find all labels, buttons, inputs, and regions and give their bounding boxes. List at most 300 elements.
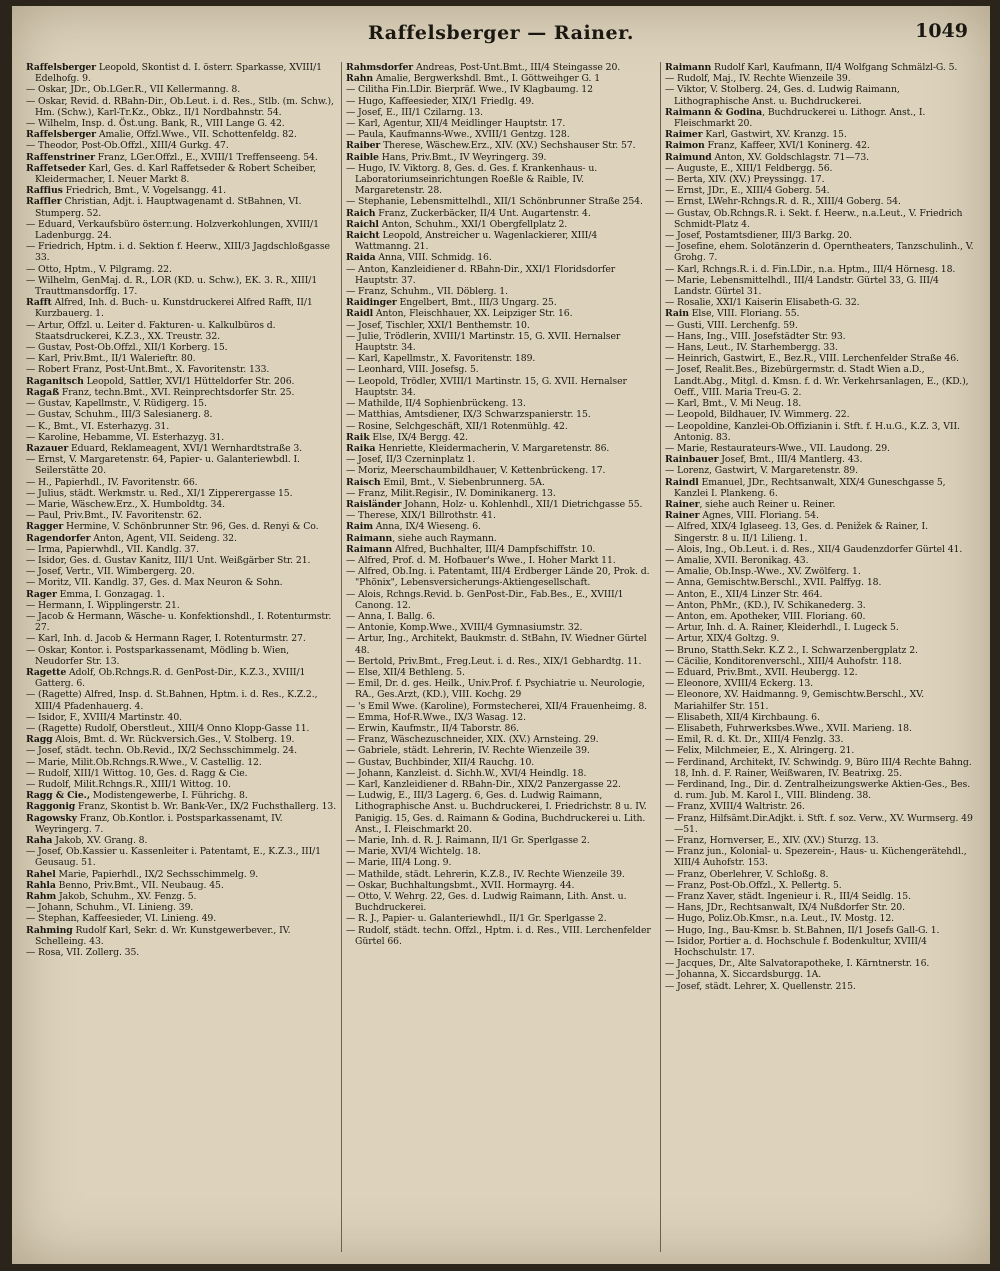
directory-entry [346, 712, 656, 723]
entry-details: — Amalie, XVII. Beronikag. 43. [665, 554, 809, 566]
entry-details: Franz, techn.Bmt., XVI. Reinprechtsdorfer Str. 25. [59, 386, 295, 398]
directory-entry [26, 118, 337, 129]
directory-entry [346, 163, 656, 197]
entry-surname: Raindl [665, 476, 699, 488]
directory-entry [346, 734, 656, 745]
directory-entry [346, 230, 656, 252]
directory-entry [665, 723, 975, 734]
entry-surname: Razauer [26, 442, 69, 454]
entry-details: — Hermann, I. Wipplingerstr. 21. [26, 599, 180, 611]
entry-details: — Gustav, Post-Ob.Offzl., XII/1 Korberg. 15. [26, 342, 228, 354]
directory-entry [665, 902, 975, 913]
directory-entry [346, 331, 656, 353]
directory-entry [346, 790, 656, 835]
directory-entry [665, 981, 975, 992]
directory-entry [665, 342, 975, 353]
entry-details: — Josef, städt. techn. Ob.Revid., IX/2 Sechsschimmelg. 24. [26, 745, 297, 757]
entry-details: — Rudolf, städt. techn. Offzl., Hptm. i. d. Res., VIII. Lerchenfelder Gürtel 66. [346, 924, 651, 947]
directory-entry [26, 689, 337, 711]
directory-entry [26, 779, 337, 790]
directory-entry [346, 297, 656, 308]
entry-surname: Raichl [346, 218, 379, 230]
entry-details: — Otto, V. Wehrg. 22, Ges. d. Ludwig Raimann, Lith. Anst. u. Buchdruckerei. [346, 891, 627, 914]
directory-entry [26, 84, 337, 95]
entry-details: Anna, IX/4 Wieseng. 6. [372, 521, 481, 533]
entry-details: — Ernst, LWehr-Rchngs.R. d. R., XIII/4 Goberg. 54. [665, 196, 901, 208]
directory-entry [346, 913, 656, 924]
entry-surname: Raffler [26, 196, 62, 208]
entry-details: Johann, Holz- u. Kohlenhdl., XII/1 Dietrichgasse 55. [401, 498, 643, 510]
entry-details: — Franz, Post-Ob.Offzl., X. Pellertg. 5. [665, 879, 842, 891]
entry-details: — Erwin, Kaufmstr., II/4 Taborstr. 86. [346, 722, 520, 734]
directory-entry [346, 723, 656, 734]
entry-details: — Gusti, VIII. Lerchenfg. 59. [665, 319, 798, 331]
entry-details: Hans, Priv.Bmt., IV Weyringerg. 39. [378, 151, 547, 163]
entry-details: — 's Emil Wwe. (Karoline), Formstecherei, XII/4 Frauenheimg. 8. [346, 700, 648, 712]
directory-entry [665, 566, 975, 577]
entry-details: — R. J., Papier- u. Galanteriewhdl., II/1 Gr. Sperlgasse 2. [346, 913, 607, 925]
directory-entry [665, 757, 975, 779]
entry-details: — Julius, städt. Werkmstr. u. Red., XI/1 Zipperergasse 15. [26, 487, 293, 499]
entry-details: — Franz, Milit.Regisir., IV. Dominikanerg. 13. [346, 487, 556, 499]
directory-entry [26, 712, 337, 723]
directory-entry [665, 499, 975, 510]
directory-entry [26, 421, 337, 432]
directory-entry [665, 846, 975, 868]
entry-details: — Lorenz, Gastwirt, V. Margaretenstr. 89. [665, 465, 858, 477]
directory-entry [26, 846, 337, 868]
directory-entry [26, 264, 337, 275]
directory-entry [346, 320, 656, 331]
entry-details: — Anton, PhMr., (KD.), IV. Schikanederg. 3. [665, 599, 866, 611]
entry-details: — Felix, Milchmeier, E., X. Alringerg. 21. [665, 745, 855, 757]
directory-entry [346, 118, 656, 129]
directory-entry [26, 241, 337, 263]
entry-surname: Raik [346, 431, 370, 443]
directory-entry [26, 667, 337, 689]
entry-details: — Anna, I. Ballg. 6. [346, 610, 436, 622]
directory-entry [346, 353, 656, 364]
directory-entry [346, 252, 656, 263]
directory-entry [26, 913, 337, 924]
directory-entry [26, 566, 337, 577]
entry-details: Else, VIII. Floriang. 55. [688, 308, 800, 320]
directory-entry [346, 745, 656, 756]
directory-entry [346, 308, 656, 319]
entry-details: , siehe auch Reiner u. Reiner. [699, 498, 836, 510]
directory-entry [26, 757, 337, 768]
entry-details: Engelbert, Bmt., III/3 Ungarg. 25. [396, 297, 557, 309]
entry-details: — Bertold, Priv.Bmt., Freg.Leut. i. d. Res., XIX/1 Gebhardtg. 11. [346, 655, 642, 667]
directory-entry [665, 936, 975, 958]
directory-entry [346, 73, 656, 84]
entry-surname: Raganitsch [26, 375, 84, 387]
entry-details: — Hans, Ing., VIII. Josefstädter Str. 93. [665, 330, 846, 342]
entry-details: — Jacques, Dr., Alte Salvatorapotheke, I. Kärntnerstr. 16. [665, 958, 930, 970]
directory-entry [26, 219, 337, 241]
entry-details: Henriette, Kleidermacherin, V. Margaretenstr. 86. [375, 442, 610, 454]
directory-entry [665, 84, 975, 106]
directory-entry [346, 925, 656, 947]
entry-details: — Karl, Agentur, XII/4 Meidlinger Hauptstr. 17. [346, 118, 566, 130]
directory-entry [665, 544, 975, 555]
directory-entry [26, 140, 337, 151]
directory-entry [665, 611, 975, 622]
entry-details: Franz, Kaffeer, XVI/1 Koninerg. 42. [704, 140, 870, 152]
directory-entry [665, 230, 975, 241]
entry-details: — Therese, XIX/1 Billrothstr. 41. [346, 510, 496, 522]
directory-entry [26, 633, 337, 644]
directory-entry [346, 869, 656, 880]
directory-entry [26, 813, 337, 835]
entry-surname: Raimund [665, 151, 712, 163]
entry-details: — Julie, Trödlerin, XVIII/1 Martinstr. 15, G. XVII. Hernalser Hauptstr. 34. [346, 330, 621, 354]
entry-details: Karl, Gastwirt, XV. Kranzg. 15. [702, 129, 847, 141]
directory-entry [26, 790, 337, 801]
entry-details: Anton, XV. Goldschlagstr. 71—73. [711, 151, 869, 163]
entry-details: — Eduard, Verkaufsbüro österr.ung. Holzverkohlungen, XVIII/1 Ladenburgg. 24. [26, 218, 319, 242]
entry-details: — Gustav, Buchbinder, XII/4 Rauchg. 10. [346, 756, 535, 768]
column-3 [660, 62, 979, 1252]
entry-surname: Rainer [665, 498, 700, 510]
entry-details: — Isidor, Portier a. d. Hochschule f. Bodenkultur, XVIII/4 Hochschulstr. 17. [665, 935, 927, 959]
directory-entry [665, 421, 975, 443]
directory-entry [665, 835, 975, 846]
directory-entry [665, 320, 975, 331]
directory-entry [665, 73, 975, 84]
entry-details: — Friedrich, Hptm. i. d. Sektion f. Heerw., XIII/3 Jagdschloßgasse 33. [26, 241, 330, 264]
directory-entry [346, 364, 656, 375]
entry-details: — Anton, Kanzleidiener d. RBahn-Dir., XXI/1 Floridsdorfer Hauptstr. 37. [346, 263, 616, 286]
entry-details: — Franz, Oberlehrer, V. Schloßg. 8. [665, 868, 829, 880]
entry-details: Else, IX/4 Bergg. 42. [369, 431, 468, 443]
entry-details: — Artur, Inh. d. A. Rainer, Kleiderhdl., I. Lugeck 5. [665, 622, 899, 634]
directory-entry [26, 432, 337, 443]
entry-details: Emanuel, JDr., Rechtsanwalt, XIX/4 Guneschgasse 5, Kanzlei I. Plankeng. 6. [674, 476, 946, 499]
directory-entry [665, 297, 975, 308]
directory-entry [26, 364, 337, 375]
directory-entry [665, 62, 975, 73]
entry-surname: Raim [346, 521, 373, 533]
entry-surname: Raicht [346, 230, 380, 242]
entry-details: — Gustav, Kapellmstr., V. Rüdigerg. 15. [26, 398, 207, 410]
directory-entry [665, 163, 975, 174]
directory-entry [665, 364, 975, 398]
entry-surname: Rahn [346, 73, 374, 85]
directory-entry [665, 622, 975, 633]
entry-columns [22, 62, 980, 1252]
entry-details: — Oskar, JDr., Ob.LGer.R., VII Kellermanng. 8. [26, 84, 241, 96]
entry-surname: Raidinger [346, 297, 397, 309]
entry-details: — Karl, Rchngs.R. i. d. Fin.LDir., n.a. Hptm., III/4 Hörnesg. 18. [665, 263, 956, 275]
directory-entry [26, 577, 337, 588]
entry-details: — Robert Franz, Post-Unt.Bmt., X. Favoritenstr. 133. [26, 364, 270, 376]
directory-entry [346, 757, 656, 768]
directory-entry [665, 779, 975, 801]
entry-details: — Karl, Inh. d. Jacob & Hermann Rager, I. Rotenturmstr. 27. [26, 633, 306, 645]
entry-details: — Oskar, Buchhaltungsbmt., XVII. Hormayrg. 44. [346, 879, 575, 891]
directory-entry [26, 129, 337, 140]
page-title: Raffelsberger — Rainer. [368, 22, 634, 44]
directory-entry [26, 443, 337, 454]
directory-entry [665, 633, 975, 644]
entry-surname: Raidl [346, 308, 374, 320]
entry-details: — Gustav, Schuhm., III/3 Salesianerg. 8. [26, 409, 213, 421]
directory-entry [26, 544, 337, 555]
entry-details: — Franz jun., Kolonial- u. Spezerein-, Haus- u. Küchengerätehdl., XIII/4 Auhofstr. 153. [665, 846, 967, 869]
directory-entry [26, 163, 337, 185]
entry-details: Anna, VIII. Schmidg. 16. [375, 252, 492, 264]
directory-entry [665, 745, 975, 756]
directory-entry [665, 712, 975, 723]
entry-details: Amalie, Offzl.Wwe., VII. Schottenfeldg. 82. [95, 129, 297, 141]
entry-details: Anton, Fleischhauer, XX. Leipziger Str. 16. [373, 308, 573, 320]
entry-details: — Otto, Hptm., V. Pilgramg. 22. [26, 263, 172, 275]
entry-details: — Karl, Priv.Bmt., II/1 Walerieftr. 80. [26, 353, 196, 365]
entry-details: — Anton, E., XII/4 Linzer Str. 464. [665, 588, 823, 600]
directory-entry [26, 454, 337, 476]
directory-entry [665, 275, 975, 297]
entry-surname: Rahmsdorfer [346, 62, 414, 73]
entry-details: — Ferdinand, Architekt, IV. Schwindg. 9, Büro III/4 Rechte Bahng. 18, Inh. d. F. Rainer, Weißwaren, IV. Beatrixg. 25. [665, 756, 972, 779]
entry-surname: Rager [26, 588, 57, 600]
directory-entry [26, 611, 337, 633]
entry-surname: Rahla [26, 879, 56, 891]
entry-details: — Leopoldine, Kanzlei-Ob.Offizianin i. Stft. f. H.u.G., K.Z. 3, VII. Antonig. 83. [665, 420, 960, 443]
directory-entry [346, 510, 656, 521]
entry-details: Adolf, Ob.Rchngs.R. d. GenPost-Dir., K.Z.3., XVIII/1 Gatterg. 6. [35, 666, 306, 690]
entry-details: — Karl, Kanzleidiener d. RBahn-Dir., XIX/2 Panzergasse 22. [346, 779, 621, 790]
entry-details: — Alois, Rchngs.Revid. b. GenPost-Dir., Fab.Bes., E., XVIII/1 Canong. 12. [346, 588, 624, 611]
entry-details: — Jacob & Hermann, Wäsche- u. Konfektionshdl., I. Rotenturmstr. 27. [26, 610, 332, 634]
entry-details: — Marie, III/4 Long. 9. [346, 857, 452, 869]
directory-entry [665, 510, 975, 521]
entry-details: — Leonhard, VIII. Josefsg. 5. [346, 364, 479, 376]
directory-entry [346, 409, 656, 420]
entry-surname: Ragg [26, 734, 53, 746]
entry-details: — Artur, Ing., Architekt, Baukmstr. d. StBahn, IV. Wiedner Gürtel 48. [346, 633, 647, 656]
entry-details: — Josef, städt. Lehrer, X. Quellenstr. 215. [665, 980, 856, 992]
entry-details: Hermine, V. Schönbrunner Str. 96, Ges. d. Renyi & Co. [63, 521, 319, 533]
entry-details: Rudolf Karl, Sekr. d. Wr. Kunstgewerbever., IV. Schelleing. 43. [35, 924, 291, 947]
directory-entry [26, 297, 337, 319]
entry-surname: Rahel [26, 868, 56, 880]
entry-details: Alfred, Buchhalter, III/4 Dampfschiffstr. 10. [392, 543, 596, 555]
directory-entry [26, 196, 337, 218]
directory-entry [26, 589, 337, 600]
directory-entry [346, 376, 656, 398]
entry-details: , siehe auch Raymann. [392, 532, 497, 544]
entry-details: — Leopold, Trödler, XVIII/1 Martinstr. 15, G. XVII. Hernalser Hauptstr. 34. [346, 375, 627, 398]
directory-entry [665, 813, 975, 835]
entry-surname: Raible [346, 151, 379, 163]
entry-details: — (Ragette) Rudolf, Oberstleut., XIII/4 Onno Klopp-Gasse 11. [26, 722, 310, 734]
directory-entry [26, 275, 337, 297]
entry-details: — Amalie, Ob.Insp.-Wwe., XV. Zwölferg. 1. [665, 566, 861, 578]
directory-entry [346, 566, 656, 588]
entry-details: — Franz, Wäschezuschneider, XIX. (XV.) Arnsteing. 29. [346, 734, 599, 746]
entry-details: — K., Bmt., VI. Esterhazyg. 31. [26, 420, 170, 432]
entry-details: — Josef, Postamtsdiener, III/3 Barkg. 20. [665, 230, 852, 242]
directory-entry [665, 891, 975, 902]
entry-details: — Alois, Ing., Ob.Leut. i. d. Res., XII/4 Gaudenzdorfer Gürtel 41. [665, 543, 963, 555]
entry-details: Emma, I. Gonzagag. 1. [56, 588, 165, 600]
directory-entry [26, 745, 337, 756]
entry-surname: Ragg & Cie., [26, 790, 90, 802]
entry-details: — Artur, Offzl. u. Leiter d. Fakturen- u. Kalkulbüros d. Staatsdruckerei, K.Z.3., XX. Treustr. 32. [26, 319, 276, 342]
directory-entry [346, 701, 656, 712]
directory-entry [346, 544, 656, 555]
entry-details: — Josef, II/3 Czerninplatz 1. [346, 454, 476, 466]
entry-surname: Raida [346, 252, 376, 264]
directory-entry [665, 667, 975, 678]
directory-entry [346, 454, 656, 465]
entry-surname: Raisländer [346, 498, 402, 510]
entry-details: — Emma, Hof-R.Wwe., IX/3 Wasag. 12. [346, 711, 526, 723]
entry-surname: Raimann [346, 532, 393, 544]
directory-entry [665, 577, 975, 588]
directory-entry [665, 869, 975, 880]
entry-details: — Karoline, Hebamme, VI. Esterhazyg. 31. [26, 431, 225, 443]
directory-entry [346, 633, 656, 655]
entry-details: Benno, Priv.Bmt., VII. Neubaug. 45. [55, 879, 224, 891]
entry-details: — Antonie, Komp.Wwe., XVIII/4 Gymnasiumstr. 32. [346, 622, 583, 634]
entry-details: — Irma, Papierwhdl., VII. Kandlg. 37. [26, 543, 199, 555]
entry-details: — Eleonore, XVIII/4 Eckerg. 13. [665, 678, 814, 690]
directory-entry [665, 353, 975, 364]
directory-entry [346, 891, 656, 913]
entry-details: — Marie, Wäschew.Erz., X. Humboldtg. 34. [26, 498, 226, 510]
directory-entry [26, 342, 337, 353]
entry-details: — Ernst, JDr., E., XIII/4 Goberg. 54. [665, 185, 830, 197]
directory-entry [665, 880, 975, 891]
column-1 [22, 62, 341, 1252]
entry-details: — Theodor, Post-Ob.Offzl., XIII/4 Gurkg. 47. [26, 140, 229, 152]
directory-entry [346, 667, 656, 678]
entry-details: — Franz, Hornverser, E., XIV. (XV.) Sturzg. 13. [665, 835, 879, 847]
directory-entry [346, 286, 656, 297]
directory-entry [26, 947, 337, 958]
directory-entry [665, 656, 975, 667]
entry-surname: Rafft [26, 297, 52, 309]
directory-entry [26, 869, 337, 880]
directory-entry [346, 779, 656, 790]
directory-entry [346, 678, 656, 700]
directory-entry [665, 454, 975, 465]
entry-surname: Rahming [26, 924, 73, 936]
entry-details: Franz, Skontist b. Wr. Bank-Ver., IX/2 Fuchsthallerg. 13. [75, 801, 337, 813]
directory-entry [26, 533, 337, 544]
entry-details: — Marie, Inh. d. R. J. Raimann, II/1 Gr. Sperlgasse 2. [346, 835, 590, 847]
directory-entry [665, 196, 975, 207]
entry-details: — Leopold, Bildhauer, IV. Wimmerg. 22. [665, 409, 850, 421]
directory-entry [346, 589, 656, 611]
directory-entry [346, 656, 656, 667]
entry-details: Christian, Adjt. i. Hauptwagenamt d. StBahnen, VI. Stumperg. 52. [35, 196, 302, 219]
directory-entry [346, 432, 656, 443]
directory-entry [346, 533, 656, 544]
entry-details: — Elisabeth, Fuhrwerksbes.Wwe., XVII. Marieng. 18. [665, 722, 912, 734]
entry-details: Jakob, Schuhm., XV. Fenzg. 5. [56, 891, 197, 903]
directory-entry [26, 96, 337, 118]
entry-details: — Wilhelm, Insp. d. Öst.ung. Bank, R., VIII Lange G. 42. [26, 118, 285, 130]
entry-details: — Alfred, Ob.Ing. i. Patentamt, III/4 Erdberger Lände 20, Prok. d. "Phönix", Lebensversicherungs-Aktiengesellschaft. [346, 566, 650, 589]
directory-entry [26, 62, 337, 84]
entry-details: — Marie, Milit.Ob.Rchngs.R.Wwe., V. Castellig. 12. [26, 756, 262, 768]
entry-details: — Paula, Kaufmanns-Wwe., XVIII/1 Gentzg. 128. [346, 129, 570, 141]
directory-entry [346, 488, 656, 499]
directory-entry [26, 152, 337, 163]
entry-details: — Rudolf, XIII/1 Wittog. 10, Ges. d. Ragg & Cie. [26, 767, 248, 779]
directory-entry [665, 140, 975, 151]
directory-entry [26, 723, 337, 734]
entry-surname: Raggonig [26, 801, 76, 813]
entry-details: Emil, Bmt., V. Siebenbrunnerg. 5A. [380, 476, 545, 488]
entry-surname: Raimer [665, 129, 703, 141]
directory-entry [665, 678, 975, 689]
page-header [12, 16, 990, 56]
entry-details: Modistengewerbe, I. Führichg. 8. [89, 790, 248, 802]
entry-details: Karl, Ges. d. Karl Raffetseder & Robert Scheiber, Kleidermacher, I. Neuer Markt 8. [35, 162, 316, 186]
entry-details: — Paul, Priv.Bmt., IV. Favoritenstr. 62. [26, 510, 202, 522]
entry-details: — Emil, R. d. Kt. Dr., XIII/4 Fenzlg. 33. [665, 734, 844, 746]
directory-entry [665, 465, 975, 476]
directory-entry [665, 521, 975, 543]
directory-entry [26, 925, 337, 947]
directory-entry [665, 958, 975, 969]
entry-details: Alfred, Inh. d. Buch- u. Kunstdruckerei Alfred Rafft, II/1 Kurzbauerg. 1. [35, 297, 313, 320]
directory-entry [665, 913, 975, 924]
directory-entry [665, 600, 975, 611]
entry-details: Franz, LGer.Offzl., E., XVIII/1 Treffenseeng. 54. [94, 151, 318, 163]
entry-details: — Bruno, Statth.Sekr. K.Z 2., I. Schwarzenbergplatz 2. [665, 644, 918, 656]
directory-entry [665, 925, 975, 936]
entry-details: — Matthias, Amtsdiener, IX/3 Schwarzspanierstr. 15. [346, 409, 591, 421]
directory-entry [26, 488, 337, 499]
entry-details: — Johann, Schuhm., VI. Linieng. 39. [26, 902, 194, 914]
entry-details: — Rudolf, Maj., IV. Rechte Wienzeile 39. [665, 73, 851, 85]
entry-surname: Raika [346, 442, 376, 454]
entry-details: — Rosine, Selchgeschäft, XII/1 Rotenmühlg. 42. [346, 420, 568, 432]
entry-details: , Buchdruckerei u. Lithogr. Anst., I. Fleischmarkt 20. [674, 106, 926, 130]
entry-details: Anton, Agent, VII. Seideng. 32. [90, 532, 237, 544]
page-number: 1049 [915, 20, 968, 42]
directory-entry [26, 376, 337, 387]
entry-surname: Ragaß [26, 386, 60, 398]
directory-entry [346, 846, 656, 857]
directory-entry [665, 398, 975, 409]
entry-surname: Raimann & Godina [665, 106, 763, 118]
entry-surname: Raiber [346, 140, 381, 152]
entry-details: — Anna, Gemischtw.Berschl., XVII. Palffyg. 18. [665, 577, 882, 589]
directory-entry [346, 521, 656, 532]
entry-details: — Else, XII/4 Bethleng. 5. [346, 666, 465, 678]
directory-entry [346, 107, 656, 118]
directory-entry [346, 622, 656, 633]
entry-details: Leopold, Sattler, XVI/1 Hütteldorfer Str. 206. [83, 375, 295, 387]
directory-entry [665, 689, 975, 711]
entry-details: Anton, Schuhm., XXI/1 Obergfellplatz 2. [378, 218, 568, 230]
entry-details: — Franz, Schuhm., VII. Döblerg. 1. [346, 286, 508, 298]
entry-details: — Artur, XIX/4 Goltzg. 9. [665, 633, 780, 645]
entry-details: Rudolf Karl, Kaufmann, II/4 Wolfgang Schmälzl-G. 5. [711, 62, 958, 73]
entry-details: — Josef, E., III/1 Czilarng. 13. [346, 106, 483, 118]
entry-details: — Mathilde, II/4 Sophienbrückeng. 13. [346, 398, 526, 410]
directory-page [12, 6, 990, 1264]
directory-entry [665, 264, 975, 275]
directory-entry [665, 969, 975, 980]
directory-entry [665, 129, 975, 140]
